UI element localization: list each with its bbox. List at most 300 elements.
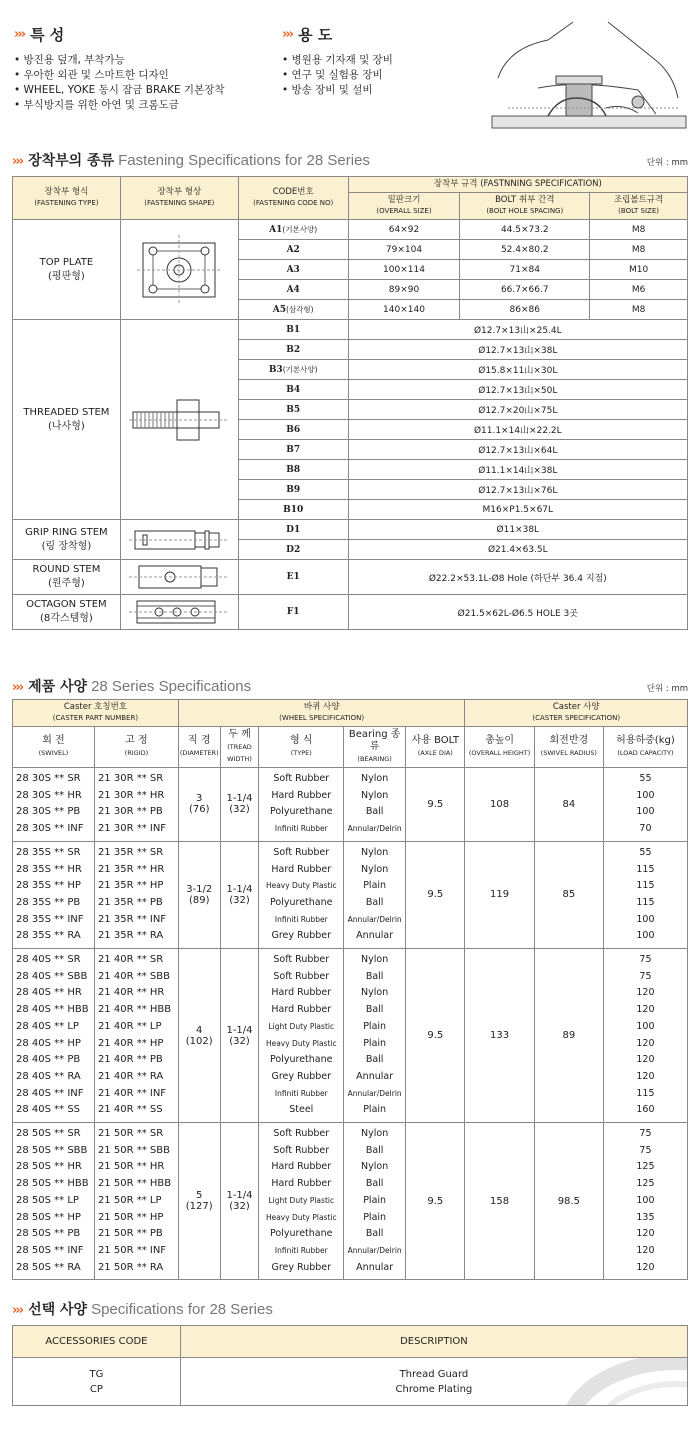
wheel-type: Hard Rubber bbox=[271, 863, 332, 875]
wheel-type: Heavy Duty Plastic bbox=[265, 1038, 337, 1048]
bearing-type-list bbox=[344, 841, 406, 948]
wheel-type: Infiniti Rubber bbox=[274, 1245, 328, 1255]
swivel-part-number: 28 35S ** INF bbox=[16, 913, 84, 925]
bolt-spacing: 44.5×73.2 bbox=[460, 220, 590, 240]
wheel-diameter: 3 (76) bbox=[178, 768, 220, 842]
acc-code: TG bbox=[89, 1368, 104, 1380]
swivel-part-number: 28 40S ** SR bbox=[16, 954, 81, 966]
fastening-spec: Ø21.4×63.5L bbox=[348, 540, 687, 560]
wheel-type: Heavy Duty Plastic bbox=[265, 881, 337, 891]
fastening-code: B8 bbox=[238, 460, 348, 480]
feature-item: • 방진용 덮개, 부착가능 bbox=[14, 53, 274, 68]
overall-size: 140×140 bbox=[348, 300, 460, 320]
rigid-part-number: 21 40R ** HR bbox=[97, 987, 165, 999]
fastening-row bbox=[13, 520, 688, 540]
fastening-title-ko: 장착부의 종류 bbox=[28, 153, 115, 169]
wheel-type: Soft Rubber bbox=[273, 954, 330, 966]
rigid-part-number: 21 35R ** RA bbox=[97, 930, 164, 942]
fastening-spec: M16×P1.5×67L bbox=[348, 500, 687, 520]
load-capacity: 100 bbox=[636, 1194, 655, 1206]
fastening-code: B9 bbox=[238, 480, 348, 500]
wheel-type: Hard Rubber bbox=[271, 1004, 332, 1016]
use-item: • 방송 장비 및 설비 bbox=[282, 83, 472, 98]
rigid-part-number: 21 40R ** PB bbox=[97, 1054, 163, 1066]
bearing-type: Nylon bbox=[361, 846, 389, 858]
load-capacity: 100 bbox=[636, 789, 655, 801]
bearing-type: Ball bbox=[365, 1144, 384, 1156]
fastening-spec: Ø15.8×11山×30L bbox=[348, 360, 687, 380]
fastening-spec: Ø12.7×13山×76L bbox=[348, 480, 687, 500]
swivel-part-number: 28 35S ** HR bbox=[16, 863, 82, 875]
swivel-part-number: 28 40S ** INF bbox=[16, 1087, 84, 1099]
features-title: 특 성 bbox=[30, 26, 65, 44]
bearing-type-list bbox=[344, 949, 406, 1123]
bolt-spacing: 71×84 bbox=[460, 260, 590, 280]
fastening-spec: Ø22.2×53.1L-Ø8 Hole (하단부 36.4 지점) bbox=[348, 560, 687, 595]
fastening-type: OCTAGON STEM (8각스템형) bbox=[13, 595, 121, 630]
bolt-size: M8 bbox=[590, 240, 688, 260]
load-capacity-list bbox=[603, 949, 687, 1123]
bearing-type: Nylon bbox=[361, 863, 389, 875]
axle-dia: 9.5 bbox=[406, 768, 465, 842]
rigid-part-number: 21 50R ** SR bbox=[97, 1128, 164, 1140]
bearing-type-list bbox=[344, 768, 406, 842]
rigid-part-number: 21 50R ** HR bbox=[97, 1161, 165, 1173]
wheel-type: Soft Rubber bbox=[273, 1144, 330, 1156]
wheel-type: Hard Rubber bbox=[271, 789, 332, 801]
tread-width: 1-1/4 (32) bbox=[220, 841, 259, 948]
arrow-icon: ››› bbox=[14, 27, 25, 42]
swivel-part-number: 28 35S ** RA bbox=[16, 930, 81, 942]
head-bolt-spacing: BOLT 취부 간격 (BOLT HOLE SPACING) bbox=[460, 193, 590, 220]
swivel-part-number: 28 30S ** INF bbox=[16, 823, 84, 835]
tread-width: 1-1/4 (32) bbox=[220, 768, 259, 842]
load-capacity: 120 bbox=[636, 1054, 655, 1066]
bearing-type: Annular bbox=[356, 930, 394, 942]
swivel-part-number: 28 35S ** HP bbox=[16, 880, 81, 892]
load-capacity: 55 bbox=[639, 846, 652, 858]
threaded-stem-shape bbox=[120, 320, 238, 520]
load-capacity: 120 bbox=[636, 1244, 655, 1256]
rigid-part-number: 21 30R ** INF bbox=[97, 823, 167, 835]
head-swivel: 회 전 (SWIVEL) bbox=[13, 727, 95, 768]
wheel-type: Soft Rubber bbox=[273, 970, 330, 982]
swivel-part-number: 28 50S ** SR bbox=[16, 1128, 81, 1140]
head-rigid: 고 정 (RIGID) bbox=[94, 727, 178, 768]
fastening-row bbox=[13, 320, 688, 340]
fastening-code: B3(기본사양) bbox=[238, 360, 348, 380]
load-capacity: 70 bbox=[639, 823, 652, 835]
fastening-spec: Ø12.7×13山×38L bbox=[348, 340, 687, 360]
bearing-type: Plain bbox=[363, 1020, 387, 1032]
fastening-type: THREADED STEM (나사형) bbox=[13, 320, 121, 520]
swivel-radius: 89 bbox=[534, 949, 603, 1123]
fastening-code: A4 bbox=[238, 280, 348, 300]
round-stem-shape bbox=[120, 560, 238, 595]
fastening-code: A5(삼각형) bbox=[238, 300, 348, 320]
rigid-part-number: 21 40R ** INF bbox=[97, 1087, 167, 1099]
head-height: 총높이 (OVERALL HEIGHT) bbox=[465, 727, 534, 768]
rigid-part-number: 21 50R ** SBB bbox=[97, 1144, 170, 1156]
rigid-part-number: 21 50R ** RA bbox=[97, 1261, 164, 1273]
bolt-spacing: 86×86 bbox=[460, 300, 590, 320]
fastening-row bbox=[13, 595, 688, 630]
head-type: 장착부 형식 (FASTENING TYPE) bbox=[13, 177, 121, 220]
caster-brake-drawing bbox=[488, 18, 688, 136]
wheel-type-list bbox=[259, 1123, 344, 1280]
bearing-type: Nylon bbox=[361, 773, 389, 784]
product-title-ko: 제품 사양 bbox=[28, 679, 88, 695]
feature-item: • 부식방지를 위한 아연 및 크롬도금 bbox=[14, 98, 274, 113]
load-capacity: 75 bbox=[639, 1128, 652, 1140]
overall-height: 119 bbox=[465, 841, 534, 948]
rigid-part-number: 21 50R ** HBB bbox=[97, 1178, 172, 1190]
arrow-icon: ››› bbox=[12, 680, 23, 695]
swivel-part-number: 28 35S ** SR bbox=[16, 846, 81, 858]
overall-height: 158 bbox=[465, 1123, 534, 1280]
bearing-type: Plain bbox=[363, 1211, 387, 1223]
rigid-part-number: 21 35R ** PB bbox=[97, 896, 163, 908]
product-header bbox=[12, 676, 688, 696]
rigid-part-number-list bbox=[94, 768, 178, 842]
wheel-diameter: 4 (102) bbox=[178, 949, 220, 1123]
bearing-type: Ball bbox=[365, 970, 384, 982]
swivel-part-number: 28 40S ** SBB bbox=[16, 970, 88, 982]
load-capacity: 100 bbox=[636, 913, 655, 925]
swivel-part-number: 28 40S ** SS bbox=[16, 1104, 81, 1116]
swivel-part-number-list bbox=[13, 841, 95, 948]
bearing-type: Ball bbox=[365, 896, 384, 908]
overall-height: 133 bbox=[465, 949, 534, 1123]
accessories-table bbox=[12, 1325, 688, 1406]
rigid-part-number: 21 40R ** SS bbox=[97, 1104, 163, 1116]
wheel-type: Infiniti Rubber bbox=[274, 824, 328, 834]
swivel-part-number: 28 50S ** HP bbox=[16, 1211, 81, 1223]
acc-codes bbox=[13, 1358, 181, 1406]
spec-group-row bbox=[13, 841, 688, 948]
fastening-title-en: Fastening Specifications for 28 Series bbox=[118, 152, 370, 169]
swivel-part-number: 28 40S ** HP bbox=[16, 1037, 81, 1049]
bearing-type: Nylon bbox=[361, 789, 389, 801]
load-capacity: 100 bbox=[636, 930, 655, 942]
rigid-part-number: 21 35R ** INF bbox=[97, 913, 167, 925]
fastening-code: F1 bbox=[238, 595, 348, 630]
swivel-part-number: 28 40S ** HBB bbox=[16, 1004, 89, 1016]
load-capacity: 120 bbox=[636, 1037, 655, 1049]
swivel-part-number: 28 30S ** PB bbox=[16, 806, 81, 818]
rigid-part-number: 21 30R ** PB bbox=[97, 806, 163, 818]
bearing-type: Ball bbox=[365, 1228, 384, 1240]
head-axle: 사용 BOLT (AXLE DIA) bbox=[406, 727, 465, 768]
bearing-type: Plain bbox=[363, 1104, 387, 1116]
swivel-part-number: 28 35S ** PB bbox=[16, 896, 81, 908]
fastening-row bbox=[13, 560, 688, 595]
wheel-type: Hard Rubber bbox=[271, 987, 332, 999]
arrow-icon: ››› bbox=[282, 27, 293, 42]
fastening-code: B1 bbox=[238, 320, 348, 340]
rigid-part-number-list bbox=[94, 1123, 178, 1280]
fastening-spec: Ø12.7×13山×64L bbox=[348, 440, 687, 460]
load-capacity: 120 bbox=[636, 1261, 655, 1273]
swivel-radius: 85 bbox=[534, 841, 603, 948]
wheel-type: Hard Rubber bbox=[271, 1178, 332, 1190]
rigid-part-number-list bbox=[94, 949, 178, 1123]
overall-height: 108 bbox=[465, 768, 534, 842]
bolt-size: M6 bbox=[590, 280, 688, 300]
load-capacity: 100 bbox=[636, 1020, 655, 1032]
feature-item: • 우아한 외관 및 스마트한 디자인 bbox=[14, 68, 274, 83]
rigid-part-number: 21 50R ** HP bbox=[97, 1211, 164, 1223]
wheel-type: Infiniti Rubber bbox=[274, 914, 328, 924]
spec-group-row bbox=[13, 1123, 688, 1280]
load-capacity: 75 bbox=[639, 954, 652, 966]
bearing-type: Annular bbox=[356, 1070, 394, 1082]
wheel-diameter: 5 (127) bbox=[178, 1123, 220, 1280]
fastening-spec: Ø11.1×14山×38L bbox=[348, 460, 687, 480]
head-radius: 회전반경 (SWIVEL RADIUS) bbox=[534, 727, 603, 768]
bolt-size: M8 bbox=[590, 300, 688, 320]
bearing-type: Nylon bbox=[361, 1161, 389, 1173]
swivel-part-number-list bbox=[13, 949, 95, 1123]
accessories-header bbox=[12, 1299, 688, 1319]
wheel-type: Polyurethane bbox=[270, 1228, 333, 1240]
head-part: Caster 호칭번호 (CASTER PART NUMBER) bbox=[13, 700, 179, 727]
axle-dia: 9.5 bbox=[406, 841, 465, 948]
rigid-part-number: 21 30R ** HR bbox=[97, 789, 165, 801]
wheel-type: Soft Rubber bbox=[273, 773, 330, 784]
product-table-wrap bbox=[12, 699, 688, 1280]
bearing-type: Plain bbox=[363, 880, 387, 892]
swivel-part-number-list bbox=[13, 768, 95, 842]
wheel-type: Polyurethane bbox=[270, 1054, 333, 1066]
top-plate-shape bbox=[120, 220, 238, 320]
fastening-type: TOP PLATE (평판형) bbox=[13, 220, 121, 320]
fastening-row bbox=[13, 220, 688, 240]
load-capacity: 100 bbox=[636, 806, 655, 818]
acc-desc: Thread Guard bbox=[399, 1368, 469, 1380]
wheel-type: Soft Rubber bbox=[273, 846, 330, 858]
bolt-spacing: 52.4×80.2 bbox=[460, 240, 590, 260]
wheel-type: Grey Rubber bbox=[271, 930, 332, 942]
acc-desc: Chrome Plating bbox=[395, 1383, 473, 1395]
bearing-type: Annular/Delrin bbox=[347, 914, 402, 924]
rigid-part-number: 21 40R ** SR bbox=[97, 954, 164, 966]
swivel-part-number: 28 50S ** HBB bbox=[16, 1178, 89, 1190]
rigid-part-number: 21 35R ** HR bbox=[97, 863, 165, 875]
fastening-code: E1 bbox=[238, 560, 348, 595]
wheel-type: Steel bbox=[289, 1104, 314, 1116]
load-capacity-list bbox=[603, 841, 687, 948]
fastening-code: A2 bbox=[238, 240, 348, 260]
fastening-type: ROUND STEM (원주형) bbox=[13, 560, 121, 595]
spec-group-row bbox=[13, 949, 688, 1123]
arrow-icon: ››› bbox=[12, 1303, 23, 1318]
overall-size: 79×104 bbox=[348, 240, 460, 260]
swivel-part-number: 28 30S ** HR bbox=[16, 789, 82, 801]
wheel-type: Hard Rubber bbox=[271, 1161, 332, 1173]
bearing-type: Nylon bbox=[361, 987, 389, 999]
tread-width: 1-1/4 (32) bbox=[220, 1123, 259, 1280]
rigid-part-number: 21 40R ** RA bbox=[97, 1070, 164, 1082]
bearing-type: Annular bbox=[356, 1261, 394, 1273]
wheel-type: Light Duty Plastic bbox=[268, 1195, 335, 1205]
fastening-spec: Ø11.1×14山×22.2L bbox=[348, 420, 687, 440]
rigid-part-number: 21 30R ** SR bbox=[97, 773, 164, 784]
octagon-stem-shape bbox=[120, 595, 238, 630]
load-capacity: 115 bbox=[636, 896, 655, 908]
product-title-en: 28 Series Specifications bbox=[91, 678, 252, 695]
bearing-type: Plain bbox=[363, 1194, 387, 1206]
load-capacity: 115 bbox=[636, 880, 655, 892]
product-table bbox=[12, 699, 688, 1280]
bolt-spacing: 66.7×66.7 bbox=[460, 280, 590, 300]
feature-item: • WHEEL, YOKE 동시 잠금 BRAKE 기본장착 bbox=[14, 83, 274, 98]
bearing-type: Plain bbox=[363, 1037, 387, 1049]
fastening-code: B10 bbox=[238, 500, 348, 520]
bolt-size: M8 bbox=[590, 220, 688, 240]
fastening-code: A1(기본사양) bbox=[238, 220, 348, 240]
swivel-part-number: 28 40S ** LP bbox=[16, 1020, 79, 1032]
load-capacity: 55 bbox=[639, 773, 652, 784]
bolt-size: M10 bbox=[590, 260, 688, 280]
overall-size: 64×92 bbox=[348, 220, 460, 240]
rigid-part-number: 21 50R ** INF bbox=[97, 1244, 167, 1256]
head-overall: 밑판크기 (OVERALL SIZE) bbox=[348, 193, 460, 220]
bearing-type: Annular/Delrin bbox=[347, 824, 402, 834]
fastening-spec: Ø12.7×20山×75L bbox=[348, 400, 687, 420]
rigid-part-number: 21 35R ** HP bbox=[97, 880, 164, 892]
uses-title: 용 도 bbox=[298, 26, 333, 44]
uses-block bbox=[282, 24, 472, 98]
fastening-code: D1 bbox=[238, 520, 348, 540]
features-block bbox=[14, 24, 274, 113]
head-wheel-type: 형 식 (TYPE) bbox=[259, 727, 344, 768]
swivel-part-number: 28 50S ** SBB bbox=[16, 1144, 88, 1156]
rigid-part-number: 21 50R ** LP bbox=[97, 1194, 162, 1206]
swivel-part-number: 28 40S ** PB bbox=[16, 1054, 81, 1066]
bearing-type-list bbox=[344, 1123, 406, 1280]
head-load: 허용하중(kg) (LOAD CAPACITY) bbox=[603, 727, 687, 768]
head-wheel: 바퀴 사양 (WHEEL SPECIFICATION) bbox=[178, 700, 465, 727]
axle-dia: 9.5 bbox=[406, 949, 465, 1123]
rigid-part-number: 21 40R ** SBB bbox=[97, 970, 170, 982]
wheel-type: Polyurethane bbox=[270, 806, 333, 818]
load-capacity: 120 bbox=[636, 1004, 655, 1016]
wheel-type: Light Duty Plastic bbox=[268, 1021, 335, 1031]
load-capacity: 115 bbox=[636, 1087, 655, 1099]
overall-size: 100×114 bbox=[348, 260, 460, 280]
load-capacity: 135 bbox=[636, 1211, 655, 1223]
fastening-code: D2 bbox=[238, 540, 348, 560]
wheel-type-list bbox=[259, 949, 344, 1123]
swivel-part-number: 28 50S ** LP bbox=[16, 1194, 79, 1206]
product-unit: 단위 : mm bbox=[646, 684, 688, 694]
fastening-spec: Ø12.7×13山×50L bbox=[348, 380, 687, 400]
bearing-type: Annular/Delrin bbox=[347, 1245, 402, 1255]
load-capacity: 120 bbox=[636, 987, 655, 999]
uses-list bbox=[282, 53, 472, 98]
load-capacity: 115 bbox=[636, 863, 655, 875]
fastening-code: B7 bbox=[238, 440, 348, 460]
load-capacity: 75 bbox=[639, 970, 652, 982]
fastening-type: GRIP RING STEM (링 장착형) bbox=[13, 520, 121, 560]
use-item: • 연구 및 실험용 장비 bbox=[282, 68, 472, 83]
swivel-part-number-list bbox=[13, 1123, 95, 1280]
wheel-type: Heavy Duty Plastic bbox=[265, 1212, 337, 1222]
swivel-part-number: 28 40S ** RA bbox=[16, 1070, 81, 1082]
head-acc-code: ACCESSORIES CODE bbox=[13, 1326, 181, 1358]
head-shape: 장착부 형상 (FASTENING SHAPE) bbox=[120, 177, 238, 220]
head-tread: 두 께 (TREAD WIDTH) bbox=[220, 727, 259, 768]
bearing-type: Ball bbox=[365, 806, 384, 818]
accessories-title-en: Specifications for 28 Series bbox=[91, 1301, 273, 1318]
swivel-part-number: 28 50S ** RA bbox=[16, 1261, 81, 1273]
fastening-header bbox=[12, 150, 688, 170]
fastening-spec: Ø11×38L bbox=[348, 520, 687, 540]
load-capacity-list bbox=[603, 1123, 687, 1280]
tread-width: 1-1/4 (32) bbox=[220, 949, 259, 1123]
wheel-type: Grey Rubber bbox=[271, 1070, 332, 1082]
use-item: • 병원용 기자재 및 장비 bbox=[282, 53, 472, 68]
wheel-type: Grey Rubber bbox=[271, 1261, 332, 1273]
head-diameter: 직 경 (DIAMETER) bbox=[178, 727, 220, 768]
wheel-type: Infiniti Rubber bbox=[274, 1088, 328, 1098]
head-caster: Caster 사양 (CASTER SPECIFICATION) bbox=[465, 700, 688, 727]
grip-ring-stem-shape bbox=[120, 520, 238, 560]
fastening-table bbox=[12, 176, 688, 630]
swivel-part-number: 28 50S ** HR bbox=[16, 1161, 82, 1173]
load-capacity: 75 bbox=[639, 1144, 652, 1156]
fastening-code: B4 bbox=[238, 380, 348, 400]
rigid-part-number: 21 40R ** HBB bbox=[97, 1004, 172, 1016]
fastening-code: B2 bbox=[238, 340, 348, 360]
bearing-type: Ball bbox=[365, 1178, 384, 1190]
head-acc-desc: DESCRIPTION bbox=[180, 1326, 687, 1358]
rigid-part-number: 21 50R ** PB bbox=[97, 1228, 163, 1240]
head-bolt-size: 조립볼트규격 (BOLT SIZE) bbox=[590, 193, 688, 220]
bearing-type: Ball bbox=[365, 1054, 384, 1066]
swivel-part-number: 28 50S ** PB bbox=[16, 1228, 81, 1240]
rigid-part-number: 21 35R ** SR bbox=[97, 846, 164, 858]
bearing-type: Ball bbox=[365, 1004, 384, 1016]
load-capacity: 125 bbox=[636, 1161, 655, 1173]
arrow-icon: ››› bbox=[12, 154, 23, 169]
acc-code: CP bbox=[89, 1383, 103, 1395]
load-capacity-list bbox=[603, 768, 687, 842]
axle-dia: 9.5 bbox=[406, 1123, 465, 1280]
bearing-type: Annular/Delrin bbox=[347, 1088, 402, 1098]
fastening-code: B5 bbox=[238, 400, 348, 420]
swivel-part-number: 28 30S ** SR bbox=[16, 773, 81, 784]
acc-descs bbox=[180, 1358, 687, 1406]
load-capacity: 120 bbox=[636, 1228, 655, 1240]
wheel-type-list bbox=[259, 768, 344, 842]
fastening-table-wrap bbox=[12, 176, 688, 630]
rigid-part-number-list bbox=[94, 841, 178, 948]
wheel-watermark bbox=[567, 1358, 688, 1406]
accessories-table-wrap bbox=[12, 1325, 688, 1406]
wheel-type: Soft Rubber bbox=[273, 1128, 330, 1140]
swivel-part-number: 28 40S ** HR bbox=[16, 987, 82, 999]
fastening-code: B6 bbox=[238, 420, 348, 440]
fastening-code: A3 bbox=[238, 260, 348, 280]
fastening-spec: Ø12.7×13山×25.4L bbox=[348, 320, 687, 340]
wheel-type: Polyurethane bbox=[270, 896, 333, 908]
fastening-spec: Ø21.5×62L-Ø6.5 HOLE 3곳 bbox=[348, 595, 687, 630]
swivel-part-number: 28 50S ** INF bbox=[16, 1244, 84, 1256]
swivel-radius: 98.5 bbox=[534, 1123, 603, 1280]
load-capacity: 125 bbox=[636, 1178, 655, 1190]
